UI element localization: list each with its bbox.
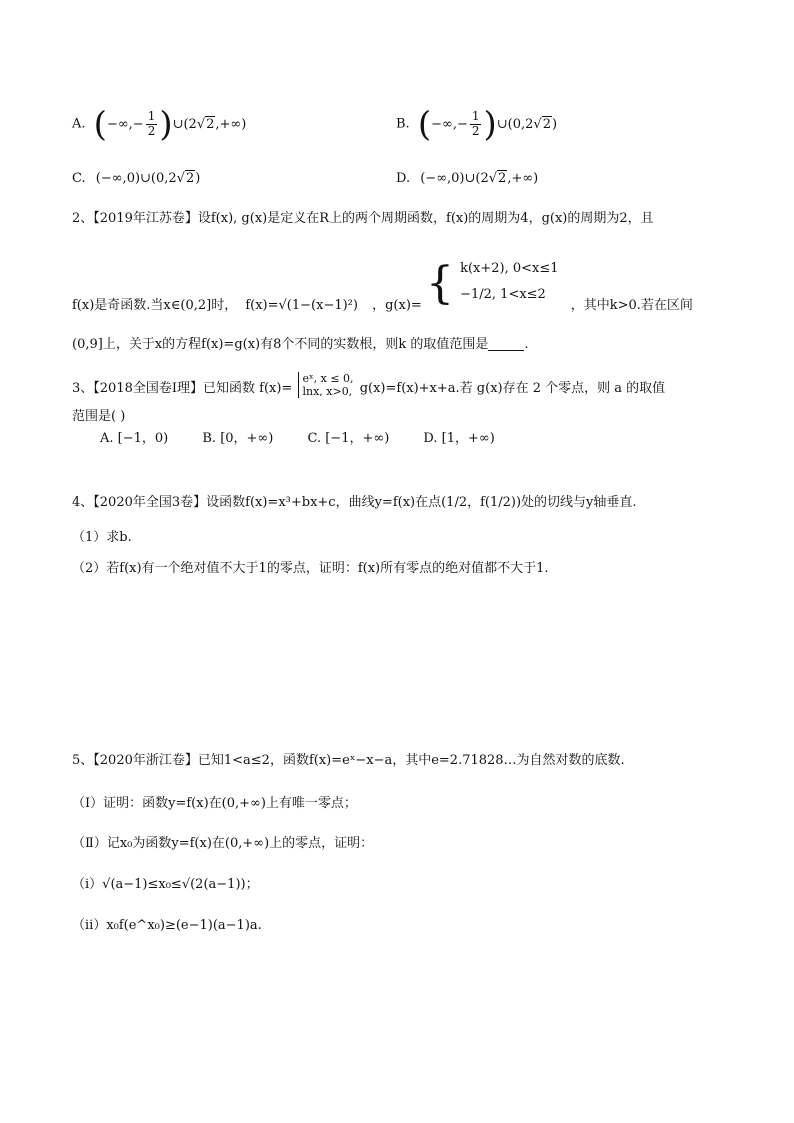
q3-text2: 范围是( ) — [72, 409, 126, 424]
q2-text1: 设f(x), g(x)是定义在R上的两个周期函数，f(x)的周期为4，g(x)的周期为2，且 — [197, 211, 654, 226]
q4-part1-text: （1）求b. — [72, 530, 132, 545]
q3-case1: eˣ, x ≤ 0, — [302, 372, 354, 385]
q3-line2 — [72, 410, 125, 423]
q3-source: 【2018全国卷Ⅰ理】 — [93, 381, 204, 396]
q2-source: 【2019年江苏卷】 — [93, 211, 198, 226]
q4-part2-text: （2）若f(x)有一个绝对值不大于1的零点，证明：f(x)所有零点的绝对值都不大于1. — [72, 561, 549, 576]
option-a — [72, 104, 247, 144]
q2-text2-post: ，其中k>0.若在区间 — [570, 298, 693, 313]
q3-option-c: C. [−1，+∞) — [307, 431, 390, 446]
q3-options — [100, 432, 495, 445]
option-d — [396, 172, 538, 185]
option-c-label: C. — [72, 171, 86, 186]
q4-number: 4、 — [72, 495, 94, 510]
q2-text2-pre: f(x)是奇函数.当x∈(0,2]时， — [72, 298, 238, 313]
q5-sub1-text: （ⅰ）√(a−1)≤x₀≤√(2(a−1))； — [72, 877, 259, 892]
q3-number: 3、 — [72, 381, 94, 396]
option-d-label: D. — [396, 171, 411, 186]
option-b-label: B. — [396, 116, 410, 132]
q2-g-case2: −1/2, 1<x≤2 — [460, 287, 546, 302]
q3-f-cases — [298, 372, 353, 398]
q5-part1 — [72, 797, 357, 810]
q5-sub2-text: （ⅱ）x₀f(e^x₀)≥(e−1)(a−1)a. — [72, 918, 262, 933]
q2-number: 2、 — [72, 211, 94, 226]
q5-number: 5、 — [72, 753, 94, 768]
q5-text: 已知1<a≤2，函数f(x)=eˣ−x−a，其中e=2.71828…为自然对数的底数. — [197, 753, 625, 768]
q4-text: 设函数f(x)=x³+bx+c，曲线y=f(x)在点(1/2，f(1/2))处的切线与y轴垂直. — [206, 495, 637, 510]
q4-line1 — [72, 496, 637, 509]
q2-g-brace: { — [425, 258, 454, 309]
q2-f-def: f(x)=√(1−(x−1)²) — [245, 298, 358, 313]
option-d-math: (−∞,0)∪(2√2,+∞) — [420, 171, 539, 186]
q2-line1 — [72, 212, 654, 225]
q5-source: 【2020年浙江卷】 — [93, 753, 198, 768]
q5-line1 — [72, 754, 625, 767]
q2-line2 — [72, 256, 693, 313]
q3-text-pre: 已知函数 f(x)= — [203, 381, 293, 396]
q3-line1 — [72, 372, 665, 398]
q3-text-post: g(x)=f(x)+x+a.若 g(x)存在 2 个零点，则 a 的取值 — [359, 381, 666, 396]
q3-case2: lnx, x>0, — [302, 385, 353, 398]
q3-option-d: D. [1，+∞) — [423, 431, 495, 446]
q2-g-label: ，g(x)= — [372, 298, 422, 313]
option-b-math: (−∞,− $\frac{1}{2}$ )∪(0,2√2) — [417, 104, 558, 144]
option-a-math: (−∞,− $\frac{1}{2}$ )∪(2√2,+∞) — [93, 104, 247, 144]
option-b — [396, 104, 558, 144]
q4-part2 — [72, 562, 549, 575]
q5-sub2 — [72, 919, 262, 932]
q2-g-case1: k(x+2), 0<x≤1 — [460, 261, 559, 276]
option-c-math: (−∞,0)∪(0,2√2) — [95, 171, 201, 186]
q4-part1 — [72, 531, 132, 544]
option-a-label: A. — [72, 116, 86, 132]
q2-answer-blank — [488, 338, 524, 351]
q5-part2-text: （Ⅱ）记x₀为函数y=f(x)在(0,+∞)上的零点，证明： — [72, 836, 374, 851]
option-c — [72, 172, 200, 185]
q2-text3-end: . — [524, 337, 529, 352]
q3-option-a: A. [−1，0) — [100, 431, 169, 446]
q2-text3: (0,9]上，关于x的方程f(x)=g(x)有8个不同的实数根，则k 的取值范围是 — [72, 337, 489, 352]
q4-source: 【2020年全国3卷】 — [93, 495, 207, 510]
q3-option-b: B. [0，+∞) — [202, 431, 274, 446]
q2-line3 — [72, 338, 529, 351]
q2-g-cases — [460, 256, 558, 308]
q5-part2 — [72, 837, 373, 850]
q5-part1-text: （Ⅰ）证明：函数y=f(x)在(0,+∞)上有唯一零点； — [72, 796, 357, 811]
q5-sub1 — [72, 878, 259, 891]
